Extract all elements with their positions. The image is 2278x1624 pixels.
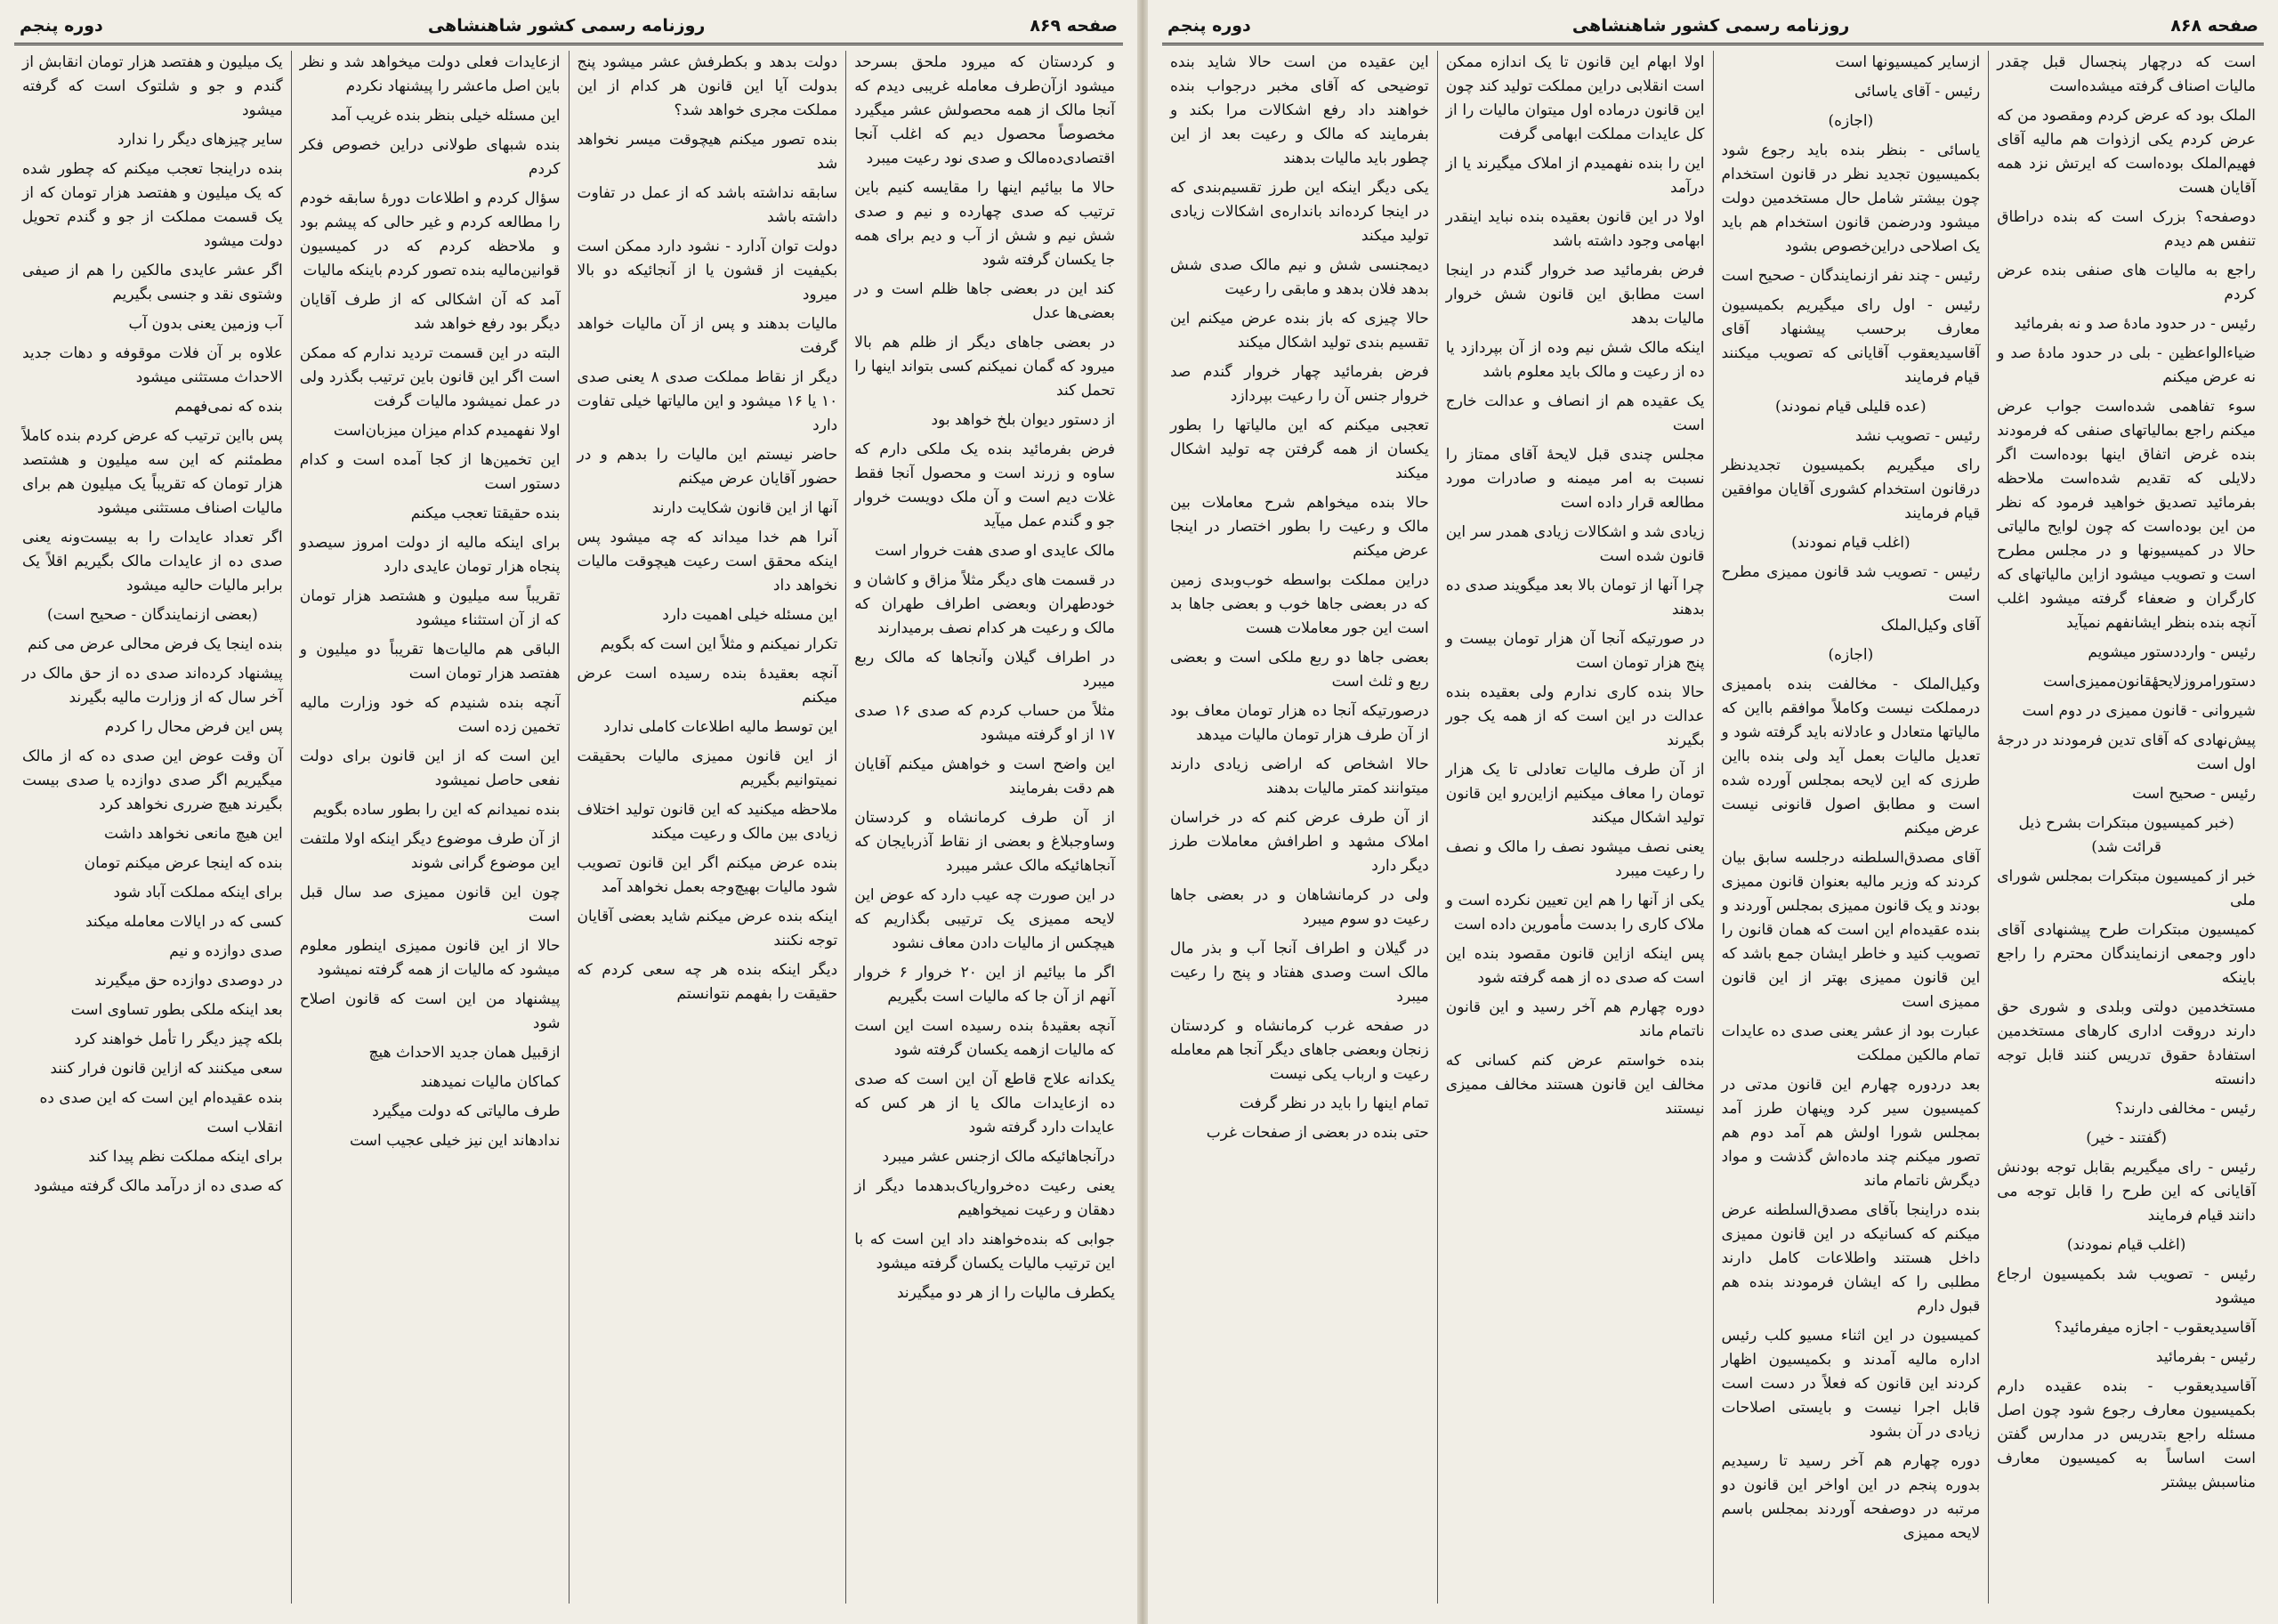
paragraph: چون این قانون ممیزی صد سال قبل است <box>299 884 561 925</box>
paragraph: اینکه مالک شش نیم وده از آن بپردازد یا ده از رعیت و مالک باید معلوم باشد <box>1445 339 1705 381</box>
left-header-rule <box>14 43 1123 45</box>
paragraph: و کردستان که میرود ملحق بسرحد میشود ازآن‌طرف معامله غریبی دیدم که آنجا مالک از همه محصولش عشر میگیرد مخصوصاً محصول دیم که اغلب آنجا اقتصادی‌ده‌مالک و صدی نود رعیت میبرد <box>854 53 1115 167</box>
paragraph: این واضح است و خواهش میکنم آقایان هم دقت بفرمایند <box>854 755 1115 797</box>
paragraph: اینکه بنده عرض میکنم شاید بعضی آقایان توجه نکنند <box>577 908 838 949</box>
paragraph: در اطراف گیلان وآنجاها که مالک ربع میبرد <box>854 649 1115 691</box>
paragraph: آنچه بنده شنیدم که خود وزارت مالیه تخمین زده است <box>299 694 561 736</box>
paragraph: بنده که نمی‌فهمم <box>174 398 283 416</box>
paragraph: از این قانون ممیزی مالیات بحقیقت نمیتوانیم بگیریم <box>577 747 838 789</box>
paragraph: سوء تفاهمی شده‌است جواب عرض میکنم راجع بمالیاتهای صنفی که فرمودند بنده غرض اتفاق اینها بوده‌است اگر دلایلی که تقدیم شده‌است ملاحظه بفرمائید تصدیق خواهید فرمود که نظر من این بوده‌است که چون لوایح مالیاتی حالا در کمیسیونها و در مجلس مطرح است و تصویب میشود ازاین مالیاتهای که کارگران و ضعفاء گرفته میشود اغلب آنچه بنده بنظر ایشانفهم نمیآید <box>1997 398 2256 632</box>
paragraph: البته در این قسمت تردید ندارم که ممکن است اگر این قانون باین ترتیب بگذرد ولی در عمل نمیشود مالیات گرفت <box>299 344 561 410</box>
paragraph: بنده اینجا یک فرض محالی عرض می کنم <box>27 635 283 653</box>
paragraph: بنده عرض میکنم اگر این قانون تصویب شود مالیات بهیچ‌وجه بعمل نخواهد آمد <box>577 854 838 896</box>
paragraph: مالک عایدی او صدی هفت خروار است <box>875 542 1115 560</box>
paragraph: یکطرف مالیات را از هر دو میگیرند <box>896 1284 1115 1302</box>
paragraph: انقلاب است <box>206 1119 283 1136</box>
paragraph: این را بنده نفهمیدم از املاک میگیرند یا از درآمد <box>1445 155 1705 197</box>
paragraph: تمام اینها را باید در نظر گرفت <box>1239 1095 1429 1112</box>
paragraph: از دستور دیوان بلخ خواهد بود <box>931 411 1115 429</box>
paragraph: کند این در بعضی جاها ظلم است و در بعضی‌ها عدل <box>854 280 1115 322</box>
paragraph: راجع به مالیات های صنفی بنده عرض کردم <box>1997 262 2256 303</box>
left-column-1 <box>845 51 1123 1604</box>
paragraph: سعی میکنند که ازاین قانون فرار کنند <box>50 1060 283 1078</box>
paragraph: (اغلب قیام نمودند) <box>1791 534 1910 552</box>
paragraph: آنها از این قانون شکایت دارند <box>651 499 838 517</box>
right-page <box>1148 0 2278 1624</box>
paragraph: دیمجنسی شش و نیم مالک صدی شش بدهد فلان بدهد و مابقی را رعیت <box>1170 256 1429 298</box>
paragraph: رئیس - در حدود مادهٔ صد و نه بفرمائید <box>2014 315 2256 333</box>
paragraph: در قسمت های دیگر مثلاً مزاق و کاشان و خودطهران وبعضی اطراف طهران که مالک و رعیت هر کدام نصف برمیدارند <box>854 571 1115 637</box>
paragraph: فرض بفرمائید چهار خروار گندم صد خروار جنس آن را رعیت بپردازد <box>1170 363 1429 405</box>
paragraph: از آن طرف عرض کنم که در خراسان املاک مشهد و اطرافش معاملات طرز دیگر دارد <box>1170 809 1429 875</box>
paragraph: فرض بفرمائید صد خروار گندم در اینجا است مطابق این قانون شش خروار مالیات بدهد <box>1445 262 1705 327</box>
left-page <box>0 0 1137 1624</box>
paragraph: اولا در این قانون بعقیده بنده نباید اینقدر ابهامی وجود داشته باشد <box>1445 208 1705 250</box>
paragraph: در گیلان و اطراف آنجا آب و بذر مال مالک است وصدی هفتاد و پنج را رعیت میبرد <box>1170 940 1429 1006</box>
paragraph: در دوصدی دوازده حق میگیرند <box>94 972 283 990</box>
paragraph: آقاسیدیعقوب - اجازه میفرمائید؟ <box>2054 1319 2256 1337</box>
paragraph: ازقبیل همان جدید الاحداث هیچ <box>368 1044 561 1062</box>
paragraph: آقاسیدیعقوب - بنده عقیده دارم بکمیسیون معارف رجوع شود چون اصل مسئله راجع بتدریس در مدارس گفتن است اساساً به کمیسیون معارف مناسبش بیشتر <box>1997 1378 2256 1491</box>
right-page-columns <box>1162 51 2264 1604</box>
paragraph: دستورامروزلایحهٔقانون‌ممیزی‌است <box>2043 673 2256 691</box>
paragraph: دولت بدهد و بکطرفش عشر میشود پنج بدولت آیا این قانون هر کدام از این مملکت مجری خواهد شد؟ <box>577 53 838 119</box>
left-page-columns <box>14 51 1123 1604</box>
paragraph: سابقه نداشته باشد که از عمل در تفاوت داشته باشد <box>577 184 838 226</box>
paragraph: رئیس - تصویب شد قانون ممیزی مطرح است <box>1721 563 1981 605</box>
paragraph: این تخمین‌ها از کجا آمده است و کدام دستور است <box>299 451 561 493</box>
paragraph: اگر عشر عایدی مالکین را هم از صیفی وشتوی نقد و جنسی بگیریم <box>22 262 283 303</box>
paragraph: یک عقیده هم از انصاف و عدالت خارج است <box>1445 392 1705 434</box>
left-column-2 <box>569 51 846 1604</box>
paragraph: آنچه بعقیدهٔ بنده رسیده است عرض میکنم <box>577 665 838 707</box>
paragraph: (اجازه) <box>1828 646 1874 664</box>
paragraph: تعجبی میکنم که این مالیاتها را بطور یکسان از همه گرفتن چه تولید اشکال میکند <box>1170 416 1429 482</box>
paragraph: آقای مصدق‌السلطنه درجلسه سابق بیان کردند که وزیر مالیه بعنوان قانون ممیزی بودند و یک قانون ممیزی بمجلس آوردند و بنده عقیده‌ام این است که همان قانون را تصویب کنید و خاطر ایشان جمع باشد که این قانون ممیزی بهتر از این قانون ممیزی است <box>1721 849 1981 1011</box>
left-period: دوره پنجم <box>20 16 103 36</box>
paragraph: تقریباً سه میلیون و هشتصد هزار تومان که از آن استثناء میشود <box>299 587 561 629</box>
paragraph: بنده عقیده‌ام این است که این صدی ده <box>39 1089 283 1107</box>
paragraph: حالا چیزی که باز بنده عرض میکنم این تقسیم بندی تولید اشکال میکند <box>1170 310 1429 351</box>
paragraph: این مسئله خیلی اهمیت دارد <box>662 606 838 624</box>
paragraph: صدی دوازده و نیم <box>169 942 283 960</box>
paragraph: حالا ما بیائیم اینها را مقایسه کنیم باین ترتیب که صدی چهارده و نیم و صدی شش نیم و شش از آب و دیم برای همه جا یکسان گرفته شود <box>854 179 1115 269</box>
paragraph: حاضر نیستم این مالیات را بدهم و در حضور آقایان عرض میکنم <box>577 446 838 488</box>
paragraph: آمد که آن اشکالی که از طرف آقایان دیگر بود رفع خواهد شد <box>299 291 561 333</box>
paragraph: اولا نفهمیدم کدام میزان میزبان‌است <box>333 422 561 440</box>
paragraph: آنچه بعقیدهٔ بنده رسیده است این است که مالیات ازهمه یکسان گرفته شود <box>854 1017 1115 1059</box>
paragraph: کماکان مالیات نمیدهند <box>420 1073 561 1091</box>
paragraph: این است که از این قانون برای دولت نفعی حاصل نمیشود <box>299 747 561 789</box>
paragraph: رئیس - صحیح است <box>2132 785 2256 803</box>
paragraph: پس اینکه ازاین قانون مقصود بنده این است که صدی ده از همه گرفته شود <box>1445 945 1705 987</box>
paragraph: برای اینکه مالیه از دولت امروز سیصدو پنجاه هزار تومان عایدی دارد <box>299 534 561 576</box>
paragraph: بعد دردوره چهارم این قانون مدتی در کمیسیون سیر کرد وپنهان طرز آمد بمجلس شورا اولش هم آمد دوم هم تصور میکنم چند ماده‌اش گذشت و مواد دیگرش ناتمام ماند <box>1721 1076 1981 1190</box>
paragraph: یکی از آنها را هم این تعیین نکرده است و ملاک کاری را بدست مأمورین داده است <box>1445 892 1705 933</box>
paragraph: کمیسیون در این اثناء مسیو کلب رئیس اداره مالیه آمدند و بکمیسیون اظهار کردند این قانون که فعلاً در دست است قابل اجرا نیست و بایستی اصلاحات زیادی در آن بشود <box>1721 1327 1981 1441</box>
paragraph: درآنجاهائیکه مالک ازجنس عشر میبرد <box>882 1148 1115 1166</box>
paragraph: طرف مالیاتی که دولت میگیرد <box>372 1103 561 1120</box>
paragraph: که صدی ده از درآمد مالک گرفته میشود <box>33 1177 283 1195</box>
paragraph: الباقی هم مالیات‌ها تقریباً دو میلیون و هفتصد هزار تومان است <box>299 641 561 683</box>
paragraph: ازعایدات فعلی دولت میخواهد شد و نظر باین اصل ماعشر را پیشنهاد نکردم <box>299 53 561 95</box>
page-gutter <box>1137 0 1148 1624</box>
paragraph: خبر از کمیسیون مبتکرات بمجلس شورای ملی <box>1997 868 2256 909</box>
paragraph: دیگر از نقاط مملکت صدی ۸ یعنی صدی ۱۰ یا ۱۶ میشود و این مالیاتها خیلی تفاوت دارد <box>577 368 838 434</box>
paragraph: پیشنهاد کرده‌اند صدی ده از حق مالک در آخر سال که از وزارت مالیه بگیرند <box>22 665 283 707</box>
paragraph: یاسائی - بنظر بنده باید رجوع شود بکمیسیون تجدید نظر در قانون استخدام چون بیشتر شامل حال مستخدمین دولت میشود ودرضمن قانون استخدام هم باید یک اصلاحی دراین‌خصوص بشود <box>1721 141 1981 255</box>
paragraph: بنده خواستم عرض کنم کسانی که مخالف این قانون هستند مخالف ممیزی نیستند <box>1445 1052 1705 1118</box>
paragraph: در بعضی جاهای دیگر از ظلم هم بالا میرود که گمان نمیکنم کسی بتواند اینها را تحمل کند <box>854 334 1115 400</box>
paragraph: تکرار نمیکنم و مثلاً این است که بگویم <box>600 635 838 653</box>
paragraph: (اغلب قیام نمودند) <box>2066 1236 2186 1254</box>
right-page-number: صفحه ۸۶۸ <box>2170 16 2258 36</box>
paragraph: اولا ابهام این قانون تا یک اندازه ممکن است انقلابی دراین مملکت تولید کند چون این قانون درماده اول میتوان مالیات را از کل عایدات مملکت ابهامی گرفت <box>1445 53 1705 143</box>
paragraph: علاوه بر آن فلات موقوفه و دهات جدید الاحداث مستثنی میشود <box>22 344 283 386</box>
paragraph: ندادهاند این نیز خیلی عجیب است <box>350 1132 561 1150</box>
paragraph: یکدانه علاج قاطع آن این است که صدی ده ازعایدات مالک یا از هر کس که عایدات دارد گرفته شود <box>854 1071 1115 1136</box>
paragraph: (بعضی ازنمایندگان - صحیح است) <box>46 606 258 624</box>
paragraph: سؤال کردم و اطلاعات دورهٔ سابقه خودم را مطالعه کردم و غیر حالی که پیشم بود و ملاحظه کردم که در کمیسیون قوانین‌مالیه بنده تصور کردم باینکه مالیات <box>299 190 561 279</box>
right-header-rule <box>1162 43 2264 45</box>
paragraph: اگر ما بیائیم از این ۲۰ خروار ۶ خروار آنهم از آن جا که مالیات است بگیریم <box>854 964 1115 1006</box>
paragraph: دوره چهارم هم آخر رسید و این قانون ناتمام ماند <box>1445 998 1705 1040</box>
paragraph: کمیسیون مبتکرات طرح پیشنهادی آقای داور وجمعی ازنمایندگان محترم را راجع باینکه <box>1997 921 2256 987</box>
right-column-2 <box>1713 51 1989 1604</box>
paragraph: پس بااین ترتیب که عرض کردم بنده کاملاً مطمئنم که این سه میلیون و هشتصد هزار تومان که تقریباً یک میلیون هم برای مالیات اصناف مستثنی میشود <box>22 427 283 517</box>
right-page-header <box>1162 12 2264 39</box>
paragraph: رئیس - مخالفی دارند؟ <box>2114 1100 2256 1118</box>
paragraph: رئیس - تصویب نشد <box>1855 427 1981 445</box>
paragraph: (خبر کمیسیون مبتکرات بشرح ذیل قرائت شد) <box>2018 814 2234 856</box>
paragraph: دولت توان آدارد - نشود دارد ممکن است بکیفیت از قشون یا از آنجائیکه دو بالا میرود <box>577 238 838 303</box>
paragraph: آب وزمین یعنی بدون آب <box>128 315 283 333</box>
paragraph: درصورتیکه آنجا ده هزار تومان معاف بود از آن طرف هزار تومان مالیات میدهد <box>1170 702 1429 744</box>
left-column-3 <box>291 51 569 1604</box>
paragraph: (اجازه) <box>1828 112 1874 130</box>
paragraph: حالا بنده کاری ندارم ولی بعقیده بنده عدالت در این است که از همه یک جور بگیرند <box>1445 683 1705 749</box>
paragraph: مالیات بدهند و پس از آن مالیات خواهد گرفت <box>577 315 838 357</box>
left-newspaper-title: روزنامه رسمی کشور شاهنشاهی <box>427 16 706 36</box>
left-page-header <box>14 12 1123 39</box>
paragraph: ولی در کرمانشاهان و در بعضی جاها رعیت دو سوم میبرد <box>1170 886 1429 928</box>
right-column-1 <box>1988 51 2264 1604</box>
paragraph: این عقیده من است حالا شاید بنده توضیحی که آقای مخبر درجواب بنده خواهند داد رفع اشکالات مرا بکند و بفرمایند که مالک و رعیت بعد از این چطور باید مالیات بدهند <box>1170 53 1429 167</box>
paragraph: پس این فرض محال را کردم <box>104 718 283 736</box>
paragraph: در صورتیکه آنجا آن هزار تومان بیست و پنج هزار تومان است <box>1445 630 1705 672</box>
paragraph: عبارت بود از عشر یعنی صدی ده عایدات تمام مالکین مملکت <box>1721 1022 1981 1064</box>
paragraph: اگر تعداد عایدات را به بیست‌ونه یعنی صدی ده از عایدات مالک بگیریم اقلاً یک برابر مالیات حالیه میشود <box>22 529 283 594</box>
paragraph: این هیچ مانعی نخواهد داشت <box>103 825 283 843</box>
paragraph: بنده نمیدانم که این را بطور ساده بگویم <box>312 801 561 819</box>
paragraph: سایر چیزهای دیگر را ندارد <box>117 131 283 149</box>
paragraph: بنده حقیقتا تعجب میکنم <box>410 505 561 522</box>
paragraph: در این صورت چه عیب دارد که عوض این لایحه ممیزی یک ترتیبی بگذاریم که هیچکس از مالیات دادن معاف نشود <box>854 886 1115 952</box>
paragraph: از آن طرف کرمانشاه و کردستان وساوجبلاغ و بعضی از نقاط آذربایجان که آنجاهائیکه مالک عشر میبرد <box>854 809 1115 875</box>
paragraph: رای میگیریم بکمیسیون تجدیدنظر درقانون استخدام کشوری آقایان موافقین قیام فرمایند <box>1721 456 1981 522</box>
paragraph: زیادی شد و اشکالات زیادی همدر سر این قانون شده است <box>1445 523 1705 565</box>
paragraph: آنرا هم خدا میداند که چه میشود پس اینکه محقق است رعیت هیچوقت مالیات نخواهد داد <box>577 529 838 594</box>
paragraph: بنده دراینجا تعجب میکنم که چطور شده که یک میلیون و هفتصد هزار تومان که از یک قسمت مملکت از جو و گندم تحویل دولت میشود <box>22 160 283 250</box>
paragraph: ازسایر کمیسیونها است <box>1835 53 1981 71</box>
paragraph: پیش‌نهادی که آقای تدین فرمودند در درجهٔ اول است <box>1997 731 2256 773</box>
paragraph: پیشنهاد من این است که قانون اصلاح شود <box>299 990 561 1032</box>
right-newspaper-title: روزنامه رسمی کشور شاهنشاهی <box>1571 16 1850 36</box>
paragraph: رئیس - رای میگیریم بقابل توجه بودنش آقایانی که این طرح را قابل توجه می دانند قیام فرمایند <box>1997 1159 2256 1224</box>
paragraph: وکیل‌الملک - مخالفت بنده باممیزی درمملکت نیست وکاملاً موافقم بااین که مالیاتها متعادل و عادلانه باید گرفته شود و تعدیل مالیات بعمل آید ولی بنده بااین طرزی که این لایحه بمجلس آورده شده است و مطابق اصول قانونی نیست عرض میکنم <box>1721 675 1981 837</box>
paragraph: بنده دراینجا بآقای مصدق‌السلطنه عرض میکنم که کسانیکه در این قانون ممیزی داخل هستند واطلاعات کامل دارند مطلبی را که ایشان فرمودند بنده هم قبول دارم <box>1721 1201 1981 1315</box>
paragraph: بعضی جاها دو ربع ملکی است و بعضی ربع و ثلث است <box>1170 649 1429 691</box>
paragraph: دوره چهارم هم آخر رسید تا رسیدیم بدوره پنجم در این اواخر این قانون دو مرتبه در دوصفحه آوردند بمجلس باسم لایحه ممیزی <box>1721 1452 1981 1542</box>
paragraph: دوصفحه؟ بزرک است که بنده دراطاق تنفس هم دیدم <box>1997 208 2256 250</box>
paragraph: است که درچهار پنجسال قبل چقدر مالیات اصناف گرفته میشده‌است <box>1997 53 2256 95</box>
paragraph: حالا اشخاص که اراضی زیادی دارند میتوانند کمتر مالیات بدهند <box>1170 755 1429 797</box>
paragraph: ملاحظه میکنید که این قانون تولید اختلاف زیادی بین مالک و رعیت میکند <box>577 801 838 843</box>
paragraph: حالا از این قانون ممیزی اینطور معلوم میشود که مالیات از همه گرفته نمیشود <box>299 937 561 979</box>
paragraph: یکی دیگر اینکه این طرز تقسیم‌بندی که در اینجا کرده‌اند بانداره‌ی اشکالات زیادی تولید میکند <box>1170 179 1429 245</box>
left-column-4 <box>14 51 291 1604</box>
paragraph: رئیس - آقای یاسائی <box>1854 83 1981 101</box>
paragraph: در صفحه غرب کرمانشاه و کردستان زنجان وبعضی جاهای دیگر آنجا هم معامله رعیت و ارباب یکی نیست <box>1170 1017 1429 1083</box>
paragraph: آقای وکیل‌الملک <box>1880 617 1981 634</box>
paragraph: شیروانی - قانون ممیزی در دوم است <box>2022 702 2256 720</box>
paragraph: (عده قلیلی قیام نمودند) <box>1775 398 1927 416</box>
paragraph: فرض بفرمائید بنده یک ملکی دارم که ساوه و زرند است و محصول آنجا فقط غلات دیم است و آن ملک دویست خروار جو و گندم عمل میآید <box>854 440 1115 530</box>
paragraph: رئیس - وارددستور میشویم <box>2088 643 2256 661</box>
paragraph: مجلس چندی قبل لایحهٔ آقای ممتاز را نسبت به امر میمنه و صادرات مورد مطالعه قرار داده است <box>1445 446 1705 512</box>
paragraph: از آن طرف موضوع دیگر اینکه اولا ملتفت این موضوع گرانی شوند <box>299 830 561 872</box>
paragraph: آن وقت عوض این صدی ده که از مالک میگیریم اگر صدی دوازده یا صدی بیست بگیرند هیچ ضرری نخواهد کرد <box>22 747 283 813</box>
paragraph: جوابی که بنده‌خواهند داد این است که با این ترتیب مالیات یکسان گرفته میشود <box>854 1231 1115 1273</box>
paragraph: بلکه چیز دیگر را تأمل خواهند کرد <box>74 1030 283 1048</box>
paragraph: این مسئله خیلی بنظر بنده غریب آمد <box>330 107 561 125</box>
paragraph: یعنی نصف میشود نصف را مالک و نصف را رعیت میبرد <box>1445 838 1705 880</box>
paragraph: دیگر اینکه بنده هر چه سعی کردم که حقیقت را بفهمم نتوانستم <box>577 961 838 1003</box>
right-column-4 <box>1162 51 1437 1604</box>
paragraph: رئیس - اول رای میگیریم بکمیسیون معارف برحسب پیشنهاد آقای آقاسیدیعقوب آقایانی که تصویب میکنند قیام فرمایند <box>1721 296 1981 386</box>
paragraph: این توسط مالیه اطلاعات کاملی ندارد <box>603 718 838 736</box>
right-period: دوره پنجم <box>1167 16 1251 36</box>
right-column-3 <box>1437 51 1713 1604</box>
paragraph: رئیس - چند نفر ازنمایندگان - صحیح است <box>1721 267 1981 285</box>
paragraph: ضیاءالواعظین - بلی در حدود مادهٔ صد و نه عرض میکنم <box>1997 344 2256 386</box>
paragraph: رئیس - تصویب شد بکمیسیون ارجاع میشود <box>1997 1265 2256 1307</box>
paragraph: (گفتند - خیر) <box>2086 1129 2167 1147</box>
paragraph: بعد اینکه ملکی بطور تساوی است <box>70 1001 283 1019</box>
paragraph: حالا بنده میخواهم شرح معاملات بین مالک و رعیت را بطور اختصار در اینجا عرض میکنم <box>1170 494 1429 560</box>
paragraph: حتی بنده در بعضی از صفحات غرب <box>1206 1124 1429 1142</box>
paragraph: برای اینکه مملکت آباد شود <box>113 884 283 901</box>
paragraph: الملک بود که عرض کردم ومقصود من که عرض کردم یکی ازذوات هم مالیه آقای فهیم‌الملک بوده‌است که ایرتش نزد همه آقایان هست <box>1997 107 2256 197</box>
paragraph: یک میلیون و هفتصد هزار تومان انقابش از گندم و جو و شلتوک است که گرفته میشود <box>22 53 283 119</box>
paragraph: دراین مملکت بواسطه خوب‌وبدی زمین که در بعضی جاها خوب و بعضی جاها بد است این جور معاملات هست <box>1170 571 1429 637</box>
paragraph: مستخدمین دولتی وبلدی و شوری حق دارند دروقت اداری کارهای مستخدمین استفادهٔ حقوق تدریس کنند قابل توجه دانسته <box>1997 998 2256 1088</box>
paragraph: بنده که اینجا عرض میکنم تومان <box>84 854 283 872</box>
paragraph: بنده شبهای طولانی دراین خصوص فکر کردم <box>299 136 561 178</box>
paragraph: یعنی رعیت ده‌خروار‌یاک‌بدهد‌ما‌ دیگر از دهقان و رعیت نمیخواهیم <box>854 1177 1115 1219</box>
paragraph: کسی که در ایالات معامله میکند <box>85 913 283 931</box>
left-page-number: صفحه ۸۶۹ <box>1030 16 1118 36</box>
paragraph: برای اینکه مملکت نظم پیدا کند <box>88 1148 283 1166</box>
paragraph: از آن طرف مالیات تعادلی تا یک هزار تومان را معاف میکنیم ازاین‌رو این قانون تولید اشکال میکند <box>1445 761 1705 827</box>
paragraph: مثلاً من حساب کردم که صدی ۱۶ صدی ۱۷ از او گرفته میشود <box>854 702 1115 744</box>
paragraph: بنده تصور میکنم هیچوقت میسر نخواهد شد <box>577 131 838 173</box>
paragraph: رئیس - بفرمائید <box>2155 1348 2256 1366</box>
paragraph: چرا آنها از تومان بالا بعد میگویند صدی ده بدهند <box>1445 577 1705 618</box>
